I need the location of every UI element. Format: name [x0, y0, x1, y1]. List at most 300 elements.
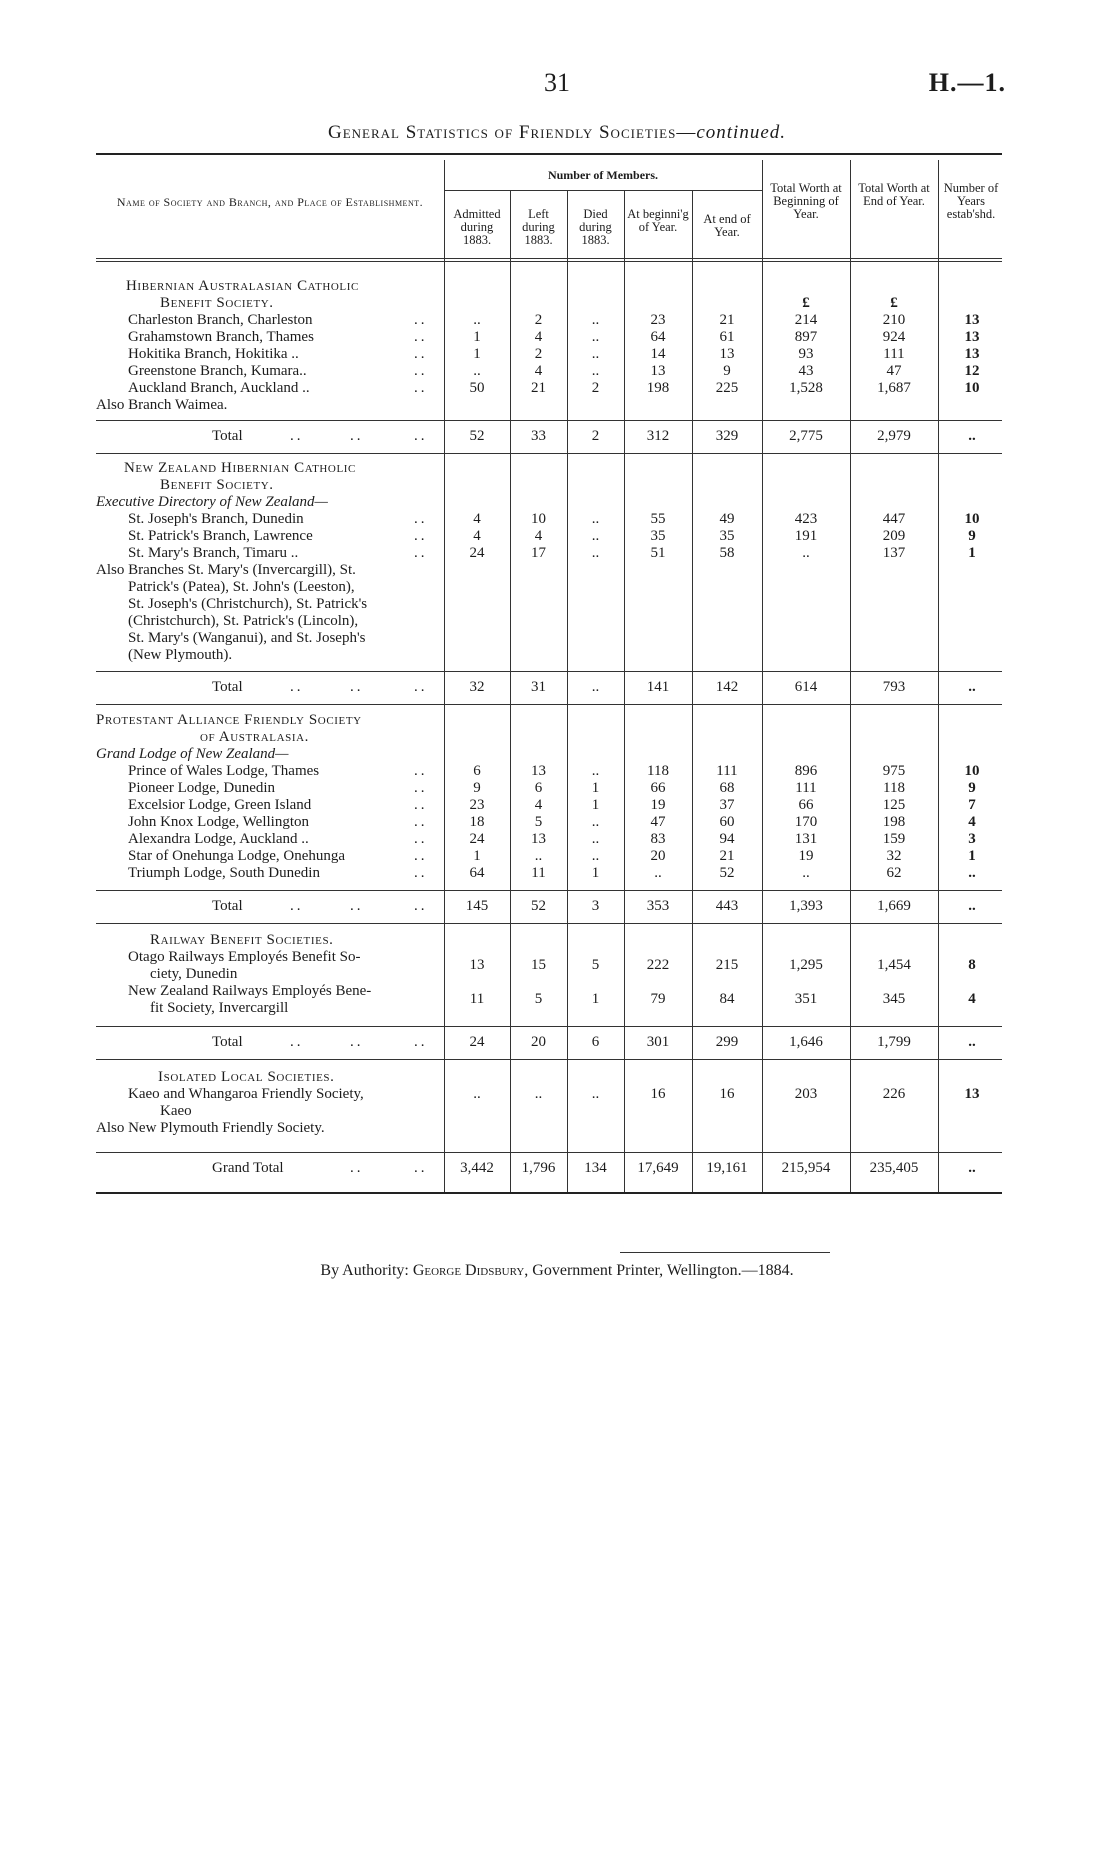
cell: 49 [719, 511, 735, 527]
cell: 118 [647, 763, 669, 779]
cell: 16 [719, 1086, 735, 1102]
cell: 1,646 [789, 1034, 823, 1050]
cell: 170 [794, 814, 818, 830]
section-heading: Benefit Society. [160, 477, 274, 493]
col-line-2 [510, 190, 511, 1192]
cell: 47 [650, 814, 666, 830]
cell: 142 [715, 679, 739, 695]
cell: 15 [531, 957, 546, 973]
cell: 9 [473, 780, 481, 796]
cell: 924 [882, 329, 906, 345]
cell: .. [473, 312, 481, 328]
leader-dots: .. [290, 1034, 304, 1050]
cell: 1 [591, 797, 600, 813]
cell: 8 [968, 957, 976, 973]
leader-dots: .. [414, 511, 428, 527]
title-suffix: continued. [696, 122, 787, 143]
cell: 351 [794, 991, 818, 1007]
total-rule [96, 453, 1002, 454]
cell: .. [591, 831, 600, 847]
cell: 6 [591, 1034, 600, 1050]
col-line-7 [850, 160, 851, 1192]
cell: 6 [473, 763, 481, 779]
cell: 896 [794, 763, 818, 779]
cell: 35 [719, 528, 735, 544]
cell: 118 [883, 780, 905, 796]
cell: 1,687 [877, 380, 911, 396]
cell: 64 [469, 865, 485, 881]
total-rule [96, 704, 1002, 705]
cell: .. [968, 428, 976, 444]
row-name: Excelsior Lodge, Green Island [128, 797, 312, 813]
cell: 13 [531, 831, 546, 847]
cell: .. [968, 1034, 976, 1050]
cell: 111 [716, 763, 738, 779]
cell: 198 [882, 814, 906, 830]
section-heading: Benefit Society. [160, 295, 274, 311]
cell: 345 [882, 991, 906, 1007]
cell: .. [591, 848, 600, 864]
col-line-8 [938, 160, 939, 1192]
cell: 301 [646, 1034, 670, 1050]
printer-imprint [0, 1262, 1114, 1280]
cell: 198 [646, 380, 670, 396]
cell: .. [591, 814, 600, 830]
leader-dots: .. [414, 545, 428, 561]
cell: 1 [591, 780, 600, 796]
cell: 1 [968, 545, 976, 561]
cell: 5 [534, 814, 543, 830]
cell: 13 [964, 329, 980, 345]
row-name: New Zealand Railways Employés Bene- [128, 983, 372, 999]
cell: 13 [531, 763, 546, 779]
cell: 2 [534, 346, 543, 362]
leader-dots: .. [414, 780, 428, 796]
section-heading: Railway Benefit Societies. [150, 932, 334, 948]
currency-symbol: £ [890, 295, 898, 311]
cell: 21 [531, 380, 546, 396]
header-at-end: At end of Year. [703, 212, 751, 239]
cell: .. [591, 329, 600, 345]
cell: 1,528 [789, 380, 823, 396]
row-name: ciety, Dunedin [150, 966, 238, 982]
cell: .. [802, 545, 810, 561]
leader-dots: .. [350, 1160, 364, 1176]
cell: .. [534, 1086, 543, 1102]
leader-dots: .. [414, 329, 428, 345]
leader-dots: .. [350, 428, 364, 444]
cell: 125 [882, 797, 906, 813]
header-left: Left during 1883. [522, 207, 555, 247]
cell: 16 [650, 1086, 666, 1102]
cell: 12 [964, 363, 980, 379]
leader-dots: .. [414, 363, 428, 379]
cell: 2 [591, 428, 600, 444]
cell: 19,161 [706, 1160, 748, 1176]
row-name: St. Patrick's Branch, Lawrence [128, 528, 313, 544]
total-rule [96, 1152, 1002, 1153]
cell: 10 [964, 380, 980, 396]
cell: 24 [469, 545, 485, 561]
cell: 9 [723, 363, 731, 379]
cell: .. [654, 865, 662, 881]
cell: 353 [646, 898, 670, 914]
cell: .. [802, 865, 810, 881]
cell: 13 [964, 346, 980, 362]
cell: 145 [465, 898, 489, 914]
cell: 84 [719, 991, 735, 1007]
cell: 235,405 [869, 1160, 919, 1176]
cell: 209 [882, 528, 906, 544]
cell: 24 [469, 831, 485, 847]
cell: 215 [715, 957, 739, 973]
cell: .. [534, 848, 543, 864]
also-note: St. Mary's (Wanganui), and St. Joseph's [128, 630, 366, 646]
cell: 10 [531, 511, 546, 527]
header-admitted: Admitted during 1883. [453, 207, 501, 247]
cell: .. [473, 363, 481, 379]
cell: 299 [715, 1034, 739, 1050]
leader-dots: .. [414, 848, 428, 864]
cell: 447 [882, 511, 906, 527]
cell: 58 [719, 545, 735, 561]
cell: 111 [883, 346, 905, 362]
cell: 214 [794, 312, 818, 328]
cell: 43 [798, 363, 814, 379]
cell: 423 [794, 511, 818, 527]
row-name: Triumph Lodge, South Dunedin [128, 865, 320, 881]
cell: .. [591, 363, 600, 379]
cell: 1 [591, 865, 600, 881]
cell: .. [591, 545, 600, 561]
header-number-of-members: Number of Members. [547, 168, 659, 182]
cell: 10 [964, 511, 980, 527]
cell: 159 [882, 831, 906, 847]
cell: 2,979 [877, 428, 911, 444]
cell: 1,295 [789, 957, 823, 973]
leader-dots: .. [414, 428, 428, 444]
col-line-1 [444, 160, 445, 1192]
cell: 52 [469, 428, 485, 444]
cell: 5 [534, 991, 543, 1007]
total-rule [96, 671, 1002, 672]
cell: 1,393 [789, 898, 823, 914]
cell: 23 [469, 797, 485, 813]
cell: 312 [646, 428, 670, 444]
row-name: St. Mary's Branch, Timaru .. [128, 545, 299, 561]
cell: 4 [473, 511, 481, 527]
cell: 222 [646, 957, 670, 973]
total-rule [96, 420, 1002, 421]
cell: 1,454 [877, 957, 911, 973]
cell: 4 [534, 528, 543, 544]
header-worth-begin: Total Worth at Beginning of Year. [770, 181, 842, 221]
cell: .. [473, 1086, 481, 1102]
cell: 6 [534, 780, 543, 796]
cell: 18 [469, 814, 485, 830]
header-worth-end: Total Worth at End of Year. [858, 181, 930, 208]
cell: 3 [591, 898, 600, 914]
cell: 975 [882, 763, 906, 779]
cell: 2 [534, 312, 543, 328]
also-note: (Christchurch), St. Patrick's (Lincoln), [128, 613, 359, 629]
cell: .. [968, 679, 976, 695]
cell: 10 [964, 763, 980, 779]
row-name: Auckland Branch, Auckland .. [128, 380, 310, 396]
cell: 60 [719, 814, 735, 830]
cell: 4 [534, 363, 543, 379]
section-heading: of Australasia. [200, 729, 310, 745]
cell: .. [591, 679, 600, 695]
total-rule [96, 923, 1002, 924]
cell: 191 [794, 528, 818, 544]
row-name: Grahamstown Branch, Thames [128, 329, 314, 345]
cell: 5 [591, 957, 600, 973]
also-note: Patrick's (Patea), St. John's (Leeston), [128, 579, 355, 595]
cell: 20 [650, 848, 666, 864]
leader-dots: .. [414, 898, 428, 914]
cell: 4 [968, 991, 976, 1007]
cell: 24 [469, 1034, 485, 1050]
table-bottom-rule [96, 1192, 1002, 1194]
row-name: Kaeo [160, 1103, 192, 1119]
row-name: Hokitika Branch, Hokitika .. [128, 346, 299, 362]
cell: 35 [650, 528, 666, 544]
cell: 1 [473, 329, 481, 345]
cell: 4 [534, 797, 543, 813]
section-subheading: Grand Lodge of New Zealand— [96, 746, 289, 762]
cell: 17,649 [637, 1160, 679, 1176]
cell: 203 [794, 1086, 818, 1102]
leader-dots: .. [350, 1034, 364, 1050]
row-name: fit Society, Invercargill [150, 1000, 289, 1016]
cell: 66 [798, 797, 814, 813]
cell: 1 [968, 848, 976, 864]
cell: 3 [968, 831, 976, 847]
imprint-printer: George Didsbury [412, 1262, 525, 1279]
cell: 4 [968, 814, 976, 830]
table-top-rule [96, 153, 1002, 155]
cell: 14 [650, 346, 666, 362]
cell: 51 [650, 545, 666, 561]
also-note: St. Joseph's (Christchurch), St. Patrick's [128, 596, 368, 612]
row-name: Star of Onehunga Lodge, Onehunga [128, 848, 346, 864]
cell: 4 [473, 528, 481, 544]
col-line-4 [624, 190, 625, 1192]
cell: 897 [794, 329, 818, 345]
row-name: Prince of Wales Lodge, Thames [128, 763, 320, 779]
section-heading: Isolated Local Societies. [158, 1069, 335, 1085]
cell: 50 [469, 380, 485, 396]
cell: 33 [531, 428, 546, 444]
row-name: Alexandra Lodge, Auckland .. [128, 831, 309, 847]
page-title [0, 122, 1114, 144]
cell: .. [968, 898, 976, 914]
cell: 137 [882, 545, 906, 561]
col-line-6 [762, 160, 763, 1192]
cell: 21 [719, 312, 735, 328]
total-rule [96, 1059, 1002, 1060]
cell: 66 [650, 780, 666, 796]
leader-dots: .. [414, 865, 428, 881]
leader-dots: .. [414, 528, 428, 544]
cell: 93 [798, 346, 814, 362]
title-main: General Statistics of Friendly Societies— [327, 122, 697, 143]
cell: 11 [469, 991, 485, 1007]
cell: 1,796 [521, 1160, 556, 1176]
header-bottom-rule [96, 258, 1002, 259]
cell: 23 [650, 312, 666, 328]
leader-dots: .. [414, 831, 428, 847]
cell: 1,799 [877, 1034, 911, 1050]
leader-dots: .. [350, 898, 364, 914]
row-name: Greenstone Branch, Kumara.. [128, 363, 307, 379]
cell: .. [591, 763, 600, 779]
row-name: Pioneer Lodge, Dunedin [128, 780, 276, 796]
also-note: Also Branch Waimea. [96, 397, 228, 413]
members-subheader-rule [444, 190, 762, 191]
cell: 52 [531, 898, 546, 914]
cell: 215,954 [781, 1160, 831, 1176]
total-label: Total [212, 428, 243, 444]
leader-dots: .. [290, 898, 304, 914]
cell: 47 [886, 363, 902, 379]
cell: 9 [968, 528, 976, 544]
cell: 61 [719, 329, 735, 345]
cell: 83 [650, 831, 666, 847]
row-name: Kaeo and Whangaroa Friendly Society, [128, 1086, 364, 1102]
cell: 13 [964, 1086, 980, 1102]
leader-dots: .. [414, 1034, 428, 1050]
leader-dots: .. [414, 312, 428, 328]
cell: 37 [719, 797, 735, 813]
page-number: 31 [544, 68, 570, 97]
col-line-5 [692, 190, 693, 1192]
also-note: Also Branches St. Mary's (Invercargill), St. [96, 562, 356, 578]
cell: 13 [469, 957, 485, 973]
cell: 31 [531, 679, 546, 695]
section-subheading: Executive Directory of New Zealand— [96, 494, 328, 510]
cell: 13 [964, 312, 980, 328]
leader-dots: .. [414, 380, 428, 396]
total-label: Total [212, 1034, 243, 1050]
cell: 32 [886, 848, 902, 864]
cell: 20 [531, 1034, 546, 1050]
cell: 21 [719, 848, 735, 864]
cell: 111 [795, 780, 817, 796]
cell: 19 [650, 797, 666, 813]
total-rule [96, 1026, 1002, 1027]
cell: 7 [968, 797, 976, 813]
cell: 79 [650, 991, 666, 1007]
paper-code: H.—1. [928, 68, 1006, 97]
cell: .. [591, 312, 600, 328]
cell: 614 [794, 679, 818, 695]
row-name: Otago Railways Employés Benefit So- [128, 949, 361, 965]
leader-dots: .. [290, 679, 304, 695]
also-note: Also New Plymouth Friendly Society. [96, 1120, 325, 1136]
leader-dots: .. [414, 679, 428, 695]
cell: 1 [473, 346, 481, 362]
cell: 141 [646, 679, 670, 695]
cell: .. [968, 865, 976, 881]
cell: 443 [715, 898, 739, 914]
cell: 19 [798, 848, 814, 864]
cell: 1 [591, 991, 600, 1007]
cell: 225 [715, 380, 739, 396]
cell: 210 [882, 312, 906, 328]
cell: 3,442 [460, 1160, 494, 1176]
grand-total-label: Grand Total [212, 1160, 284, 1176]
cell: 62 [886, 865, 902, 881]
leader-dots: .. [414, 797, 428, 813]
cell: 13 [719, 346, 735, 362]
also-note: (New Plymouth). [128, 647, 233, 663]
cell: 64 [650, 329, 666, 345]
row-name: Charleston Branch, Charleston [128, 312, 313, 328]
cell: .. [591, 528, 600, 544]
leader-dots: .. [414, 814, 428, 830]
col-line-3 [567, 190, 568, 1192]
leader-dots: .. [414, 763, 428, 779]
leader-dots: .. [414, 346, 428, 362]
cell: 793 [882, 679, 906, 695]
header-bottom-rule-2 [96, 261, 1002, 262]
cell: 4 [534, 329, 543, 345]
cell: 11 [531, 865, 546, 881]
imprint-suffix: , Government Printer, Wellington.—1884. [524, 1262, 794, 1279]
cell: .. [591, 346, 600, 362]
cell: 134 [584, 1160, 607, 1176]
cell: 1,669 [877, 898, 911, 914]
cell: 68 [719, 780, 735, 796]
cell: 32 [469, 679, 485, 695]
cell: 52 [719, 865, 735, 881]
leader-dots: .. [290, 428, 304, 444]
cell: .. [591, 1086, 600, 1102]
cell: 2 [591, 380, 600, 396]
total-rule [96, 890, 1002, 891]
leader-dots: .. [350, 679, 364, 695]
cell: 2,775 [789, 428, 823, 444]
row-name: St. Joseph's Branch, Dunedin [128, 511, 304, 527]
row-name: John Knox Lodge, Wellington [128, 814, 310, 830]
footer-rule [620, 1252, 830, 1253]
total-label: Total [212, 898, 243, 914]
cell: 17 [531, 545, 546, 561]
cell: 1 [473, 848, 481, 864]
header-name-col: Name of Society and Branch, and Place of Establishment. [116, 195, 424, 209]
section-heading: Hibernian Australasian Catholic [126, 278, 359, 294]
cell: .. [591, 511, 600, 527]
currency-symbol: £ [802, 295, 810, 311]
header-years: Number of Years estab'shd. [943, 181, 999, 221]
cell: 329 [715, 428, 739, 444]
cell: 55 [650, 511, 666, 527]
leader-dots: .. [414, 1160, 428, 1176]
cell: 226 [882, 1086, 906, 1102]
header-at-beginning: At beginni'g of Year. [627, 207, 689, 234]
cell: 94 [719, 831, 735, 847]
imprint-prefix: By Authority: [320, 1262, 413, 1279]
section-heading: New Zealand Hibernian Catholic [124, 460, 356, 476]
total-label: Total [212, 679, 243, 695]
cell: 9 [968, 780, 976, 796]
section-heading: Protestant Alliance Friendly Society [96, 712, 362, 728]
cell: 131 [794, 831, 818, 847]
header-died: Died during 1883. [579, 207, 612, 247]
cell: 13 [650, 363, 666, 379]
